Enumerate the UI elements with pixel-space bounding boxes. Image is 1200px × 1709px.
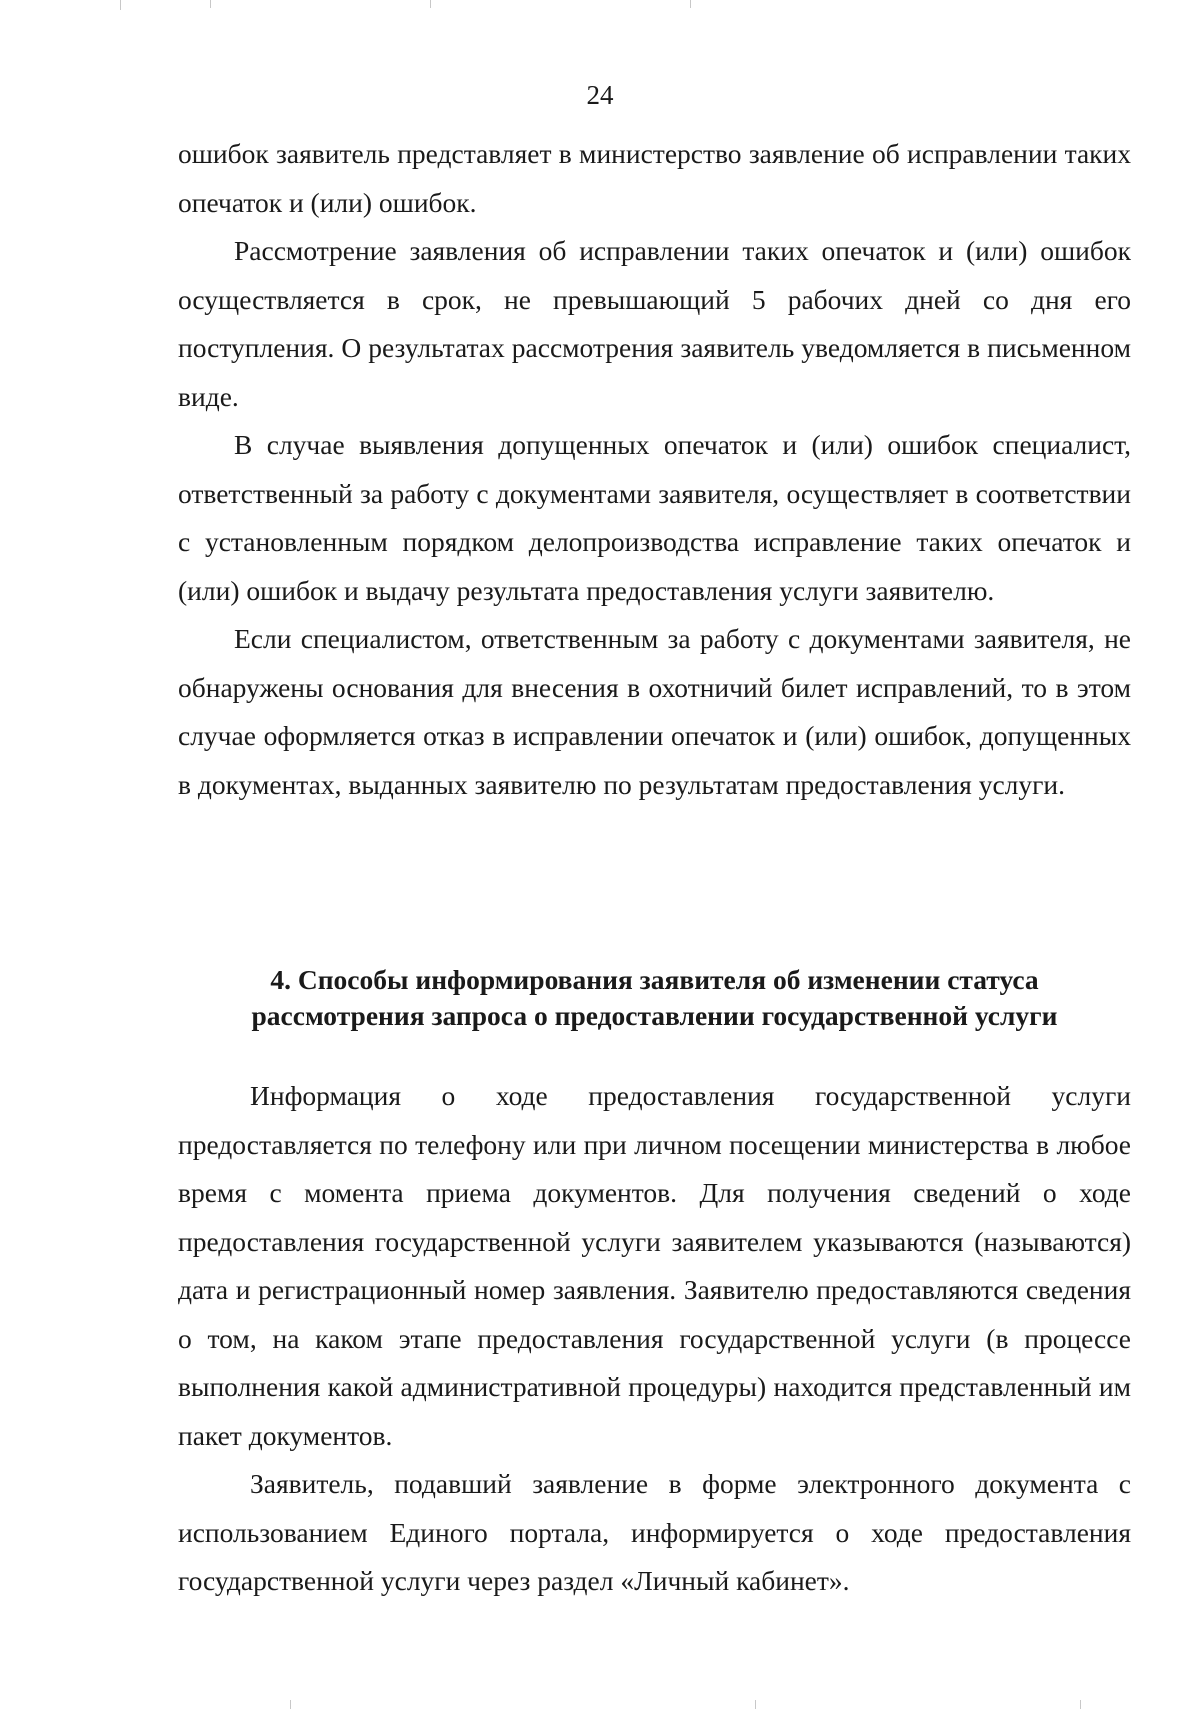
paragraph: В случае выявления допущенных опечаток и (или) ошибок специалист, ответственный за работу с документами заявителя, осуществляет в соответствии с установленным порядком делопроизводства исправление таких опечаток и (или) ошибок и выдачу результата предоставления услуги заявителю. [178, 429, 1131, 606]
scan-edge-mark [210, 0, 211, 8]
paragraph: Заявитель, подавший заявление в форме электронного документа с использованием Единого портала, информируется о ходе предоставления государственной услуги через раздел «Личный кабинет». [178, 1468, 1131, 1596]
page-number: 24 [586, 80, 614, 110]
scan-edge-mark [755, 1700, 756, 1709]
paragraph: Рассмотрение заявления об исправлении таких опечаток и (или) ошибок осуществляется в срок, не превышающий 5 рабочих дней со дня его поступления. О результатах рассмотрения заявитель уведомляется в письменном виде. [178, 235, 1131, 412]
paragraph: Информация о ходе предоставления государственной услуги предоставляется по телефону или при личном посещении министерства в любое время с момента приема документов. Для получения сведений о ходе предоставления государственной услуги заявителем указываются (называются) дата и регистрационный номер заявления. Заявителю предоставляются сведения о том, на каком этапе предоставления государственной услуги (в процессе выполнения какой административной процедуры) находится представленный им пакет документов. [178, 1080, 1131, 1451]
scan-edge-mark [1080, 1700, 1081, 1709]
body-text-bottom [178, 1072, 1131, 1606]
scan-edge-mark [690, 0, 691, 8]
scan-edge-mark [290, 1700, 291, 1709]
scan-edge-mark [120, 0, 121, 10]
section-heading-line: рассмотрения запроса о предоставлении государственной услуги [251, 1000, 1058, 1031]
scan-edge-mark [430, 0, 431, 8]
paragraph: Если специалистом, ответственным за работу с документами заявителя, не обнаружены основания для внесения в охотничий билет исправлений, то в этом случае оформляется отказ в исправлении опечаток и (или) ошибок, допущенных в документах, выданных заявителю по результатам предоставления услуги. [178, 623, 1131, 800]
body-text-top [178, 130, 1131, 809]
paragraph: ошибок заявитель представляет в министерство заявление об исправлении таких опечаток и (или) ошибок. [178, 138, 1131, 218]
section-heading [178, 962, 1131, 1034]
section-heading-line: 4. Способы информирования заявителя об изменении статуса [270, 964, 1039, 995]
